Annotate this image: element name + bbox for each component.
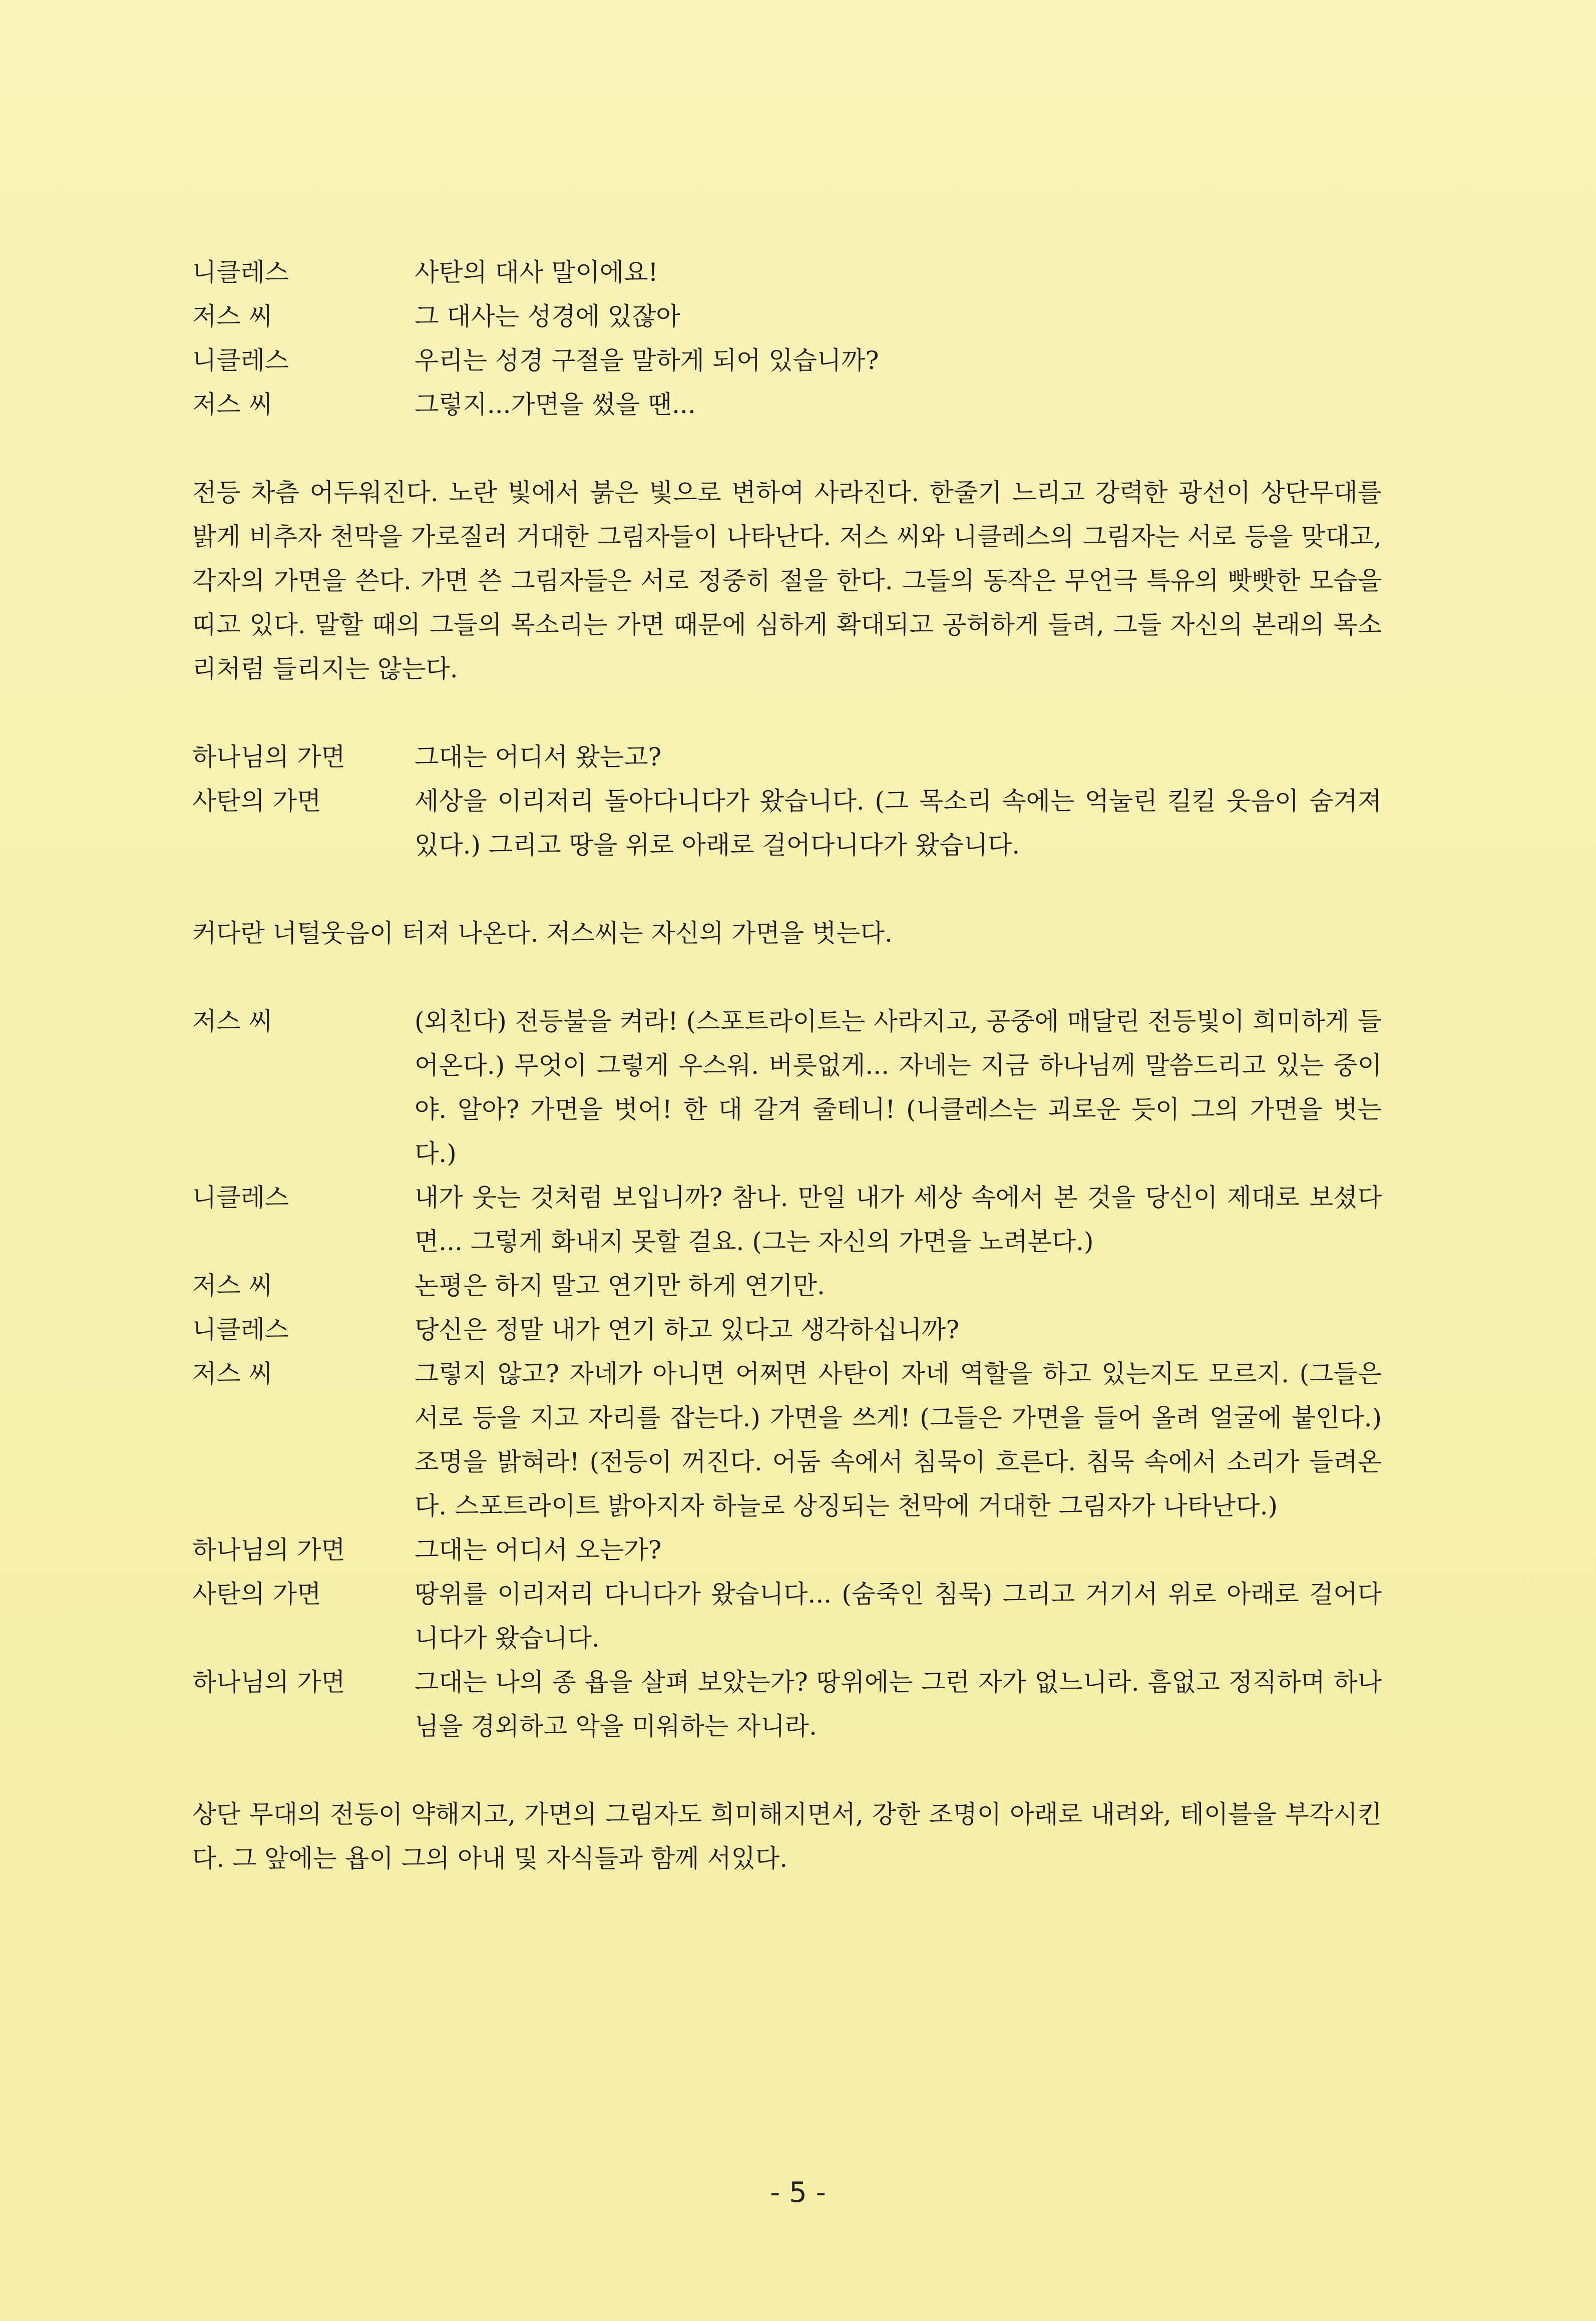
dialogue-line: 우리는 성경 구절을 말하게 되어 있습니까? <box>415 346 879 375</box>
dialogue-row <box>192 1308 1382 1352</box>
dialogue-row <box>192 779 1382 867</box>
dialogue-row <box>192 735 1382 779</box>
speaker-name: 저스 씨 <box>192 302 273 331</box>
dialogue-row <box>192 999 1382 1176</box>
dialogue-line: (외친다) 전등불을 켜라! (스포트라이트는 사라지고, 공중에 매달린 전등빛이 희미하게 들어온다.) 무엇이 그렇게 우스워. 버릇없게... 자네는 지금 하나님께 말씀드리고 있는 중이야. 알아? 가면을 벗어! 한 대 갈겨 줄테니! (니클레스는 괴로운 듯이 그의 가면을 벗는다.) <box>415 1007 1382 1168</box>
dialogue-block-3 <box>192 999 1382 1748</box>
dialogue-line: 당신은 정말 내가 연기 하고 있다고 생각하십니까? <box>415 1315 960 1344</box>
dialogue-line: 그렇지 않고? 자네가 아니면 어쩌면 사탄이 자네 역할을 하고 있는지도 모르지. (그들은 서로 등을 지고 자리를 잡는다.) 가면을 쓰게! (그들은 가면을 들어 올려 얼굴에 붙인다.) 조명을 밝혀라! (전등이 꺼진다. 어둠 속에서 침묵이 흐른다. 침묵 속에서 소리가 들려온다. 스포트라이트 밝아지자 하늘로 상징되는 천막에 거대한 그림자가 나타난다.) <box>415 1359 1382 1520</box>
speaker-name: 하나님의 가면 <box>192 742 345 771</box>
dialogue-row <box>192 1352 1382 1528</box>
paragraph-gap <box>192 691 1382 735</box>
dialogue-row <box>192 1528 1382 1572</box>
dialogue-line: 땅위를 이리저리 다니다가 왔습니다... (숨죽인 침묵) 그리고 거기서 위로 아래로 걸어다니다가 왔습니다. <box>415 1580 1382 1653</box>
speaker-name: 저스 씨 <box>192 1007 273 1036</box>
dialogue-row <box>192 294 1382 338</box>
speaker-name: 니클레스 <box>192 1183 289 1212</box>
stage-direction-1: 전등 차츰 어두워진다. 노란 빛에서 붉은 빛으로 변하여 사라진다. 한줄기 느리고 강력한 광선이 상단무대를 밝게 비추자 천막을 가로질러 거대한 그림자들이 나타난다. 저스 씨와 니클레스의 그림자는 서로 등을 맞대고, 각자의 가면을 쓴다. 가면 쓴 그림자들은 서로 정중히 절을 한다. 그들의 동작은 무언극 특유의 빳빳한 모습을 띠고 있다. 말할 때의 그들의 목소리는 가면 때문에 심하게 확대되고 공허하게 들려, 그들 자신의 본래의 목소리처럼 들리지는 않는다. <box>192 478 1382 683</box>
dialogue-row <box>192 382 1382 427</box>
speaker-name: 하나님의 가면 <box>192 1535 345 1565</box>
stage-direction-2: 커다란 너털웃음이 터져 나온다. 저스씨는 자신의 가면을 벗는다. <box>192 919 893 948</box>
dialogue-line: 그대는 나의 종 욥을 살펴 보았는가? 땅위에는 그런 자가 없느니라. 흠없고 정직하며 하나님을 경외하고 악을 미워하는 자니라. <box>415 1668 1382 1741</box>
dialogue-row <box>192 1660 1382 1748</box>
dialogue-row <box>192 1572 1382 1660</box>
dialogue-line: 사탄의 대사 말이에요! <box>415 258 658 287</box>
dialogue-block-2 <box>192 735 1382 867</box>
page-number: - 5 - <box>770 2176 826 2209</box>
speaker-name: 사탄의 가면 <box>192 787 321 816</box>
dialogue-line: 그 대사는 성경에 있잖아 <box>415 302 680 331</box>
paragraph-gap <box>192 1748 1382 1792</box>
dialogue-line: 그렇지...가면을 썼을 땐... <box>415 390 696 419</box>
dialogue-line: 논평은 하지 말고 연기만 하게 연기만. <box>415 1271 825 1300</box>
speaker-name: 니클레스 <box>192 1315 289 1344</box>
speaker-name: 니클레스 <box>192 258 289 287</box>
paragraph-gap <box>192 427 1382 471</box>
dialogue-row <box>192 1176 1382 1264</box>
dialogue-line: 세상을 이리저리 돌아다니다가 왔습니다. (그 목소리 속에는 억눌린 킬킬 웃음이 숨겨져 있다.) 그리고 땅을 위로 아래로 걸어다니다가 왔습니다. <box>415 787 1382 860</box>
speaker-name: 저스 씨 <box>192 1271 273 1300</box>
dialogue-row <box>192 338 1382 382</box>
dialogue-line: 그대는 어디서 왔는고? <box>415 742 662 771</box>
stage-direction-3: 상단 무대의 전등이 약해지고, 가면의 그림자도 희미해지면서, 강한 조명이 아래로 내려와, 테이블을 부각시킨다. 그 앞에는 욥이 그의 아내 및 자식들과 함께 서있다. <box>192 1800 1382 1873</box>
dialogue-block-1 <box>192 250 1382 427</box>
dialogue-line: 그대는 어디서 오는가? <box>415 1535 662 1565</box>
speaker-name: 니클레스 <box>192 346 289 375</box>
paragraph-gap <box>192 867 1382 911</box>
paragraph-gap <box>192 955 1382 999</box>
speaker-name: 저스 씨 <box>192 1359 273 1388</box>
speaker-name: 하나님의 가면 <box>192 1668 345 1697</box>
speaker-name: 저스 씨 <box>192 390 273 419</box>
speaker-name: 사탄의 가면 <box>192 1580 321 1609</box>
dialogue-row <box>192 250 1382 294</box>
page-body <box>192 250 1382 1880</box>
dialogue-line: 내가 웃는 것처럼 보입니까? 참나. 만일 내가 세상 속에서 본 것을 당신이 제대로 보셨다면... 그렇게 화내지 못할 걸요. (그는 자신의 가면을 노려본다.) <box>415 1183 1382 1256</box>
dialogue-row <box>192 1264 1382 1308</box>
